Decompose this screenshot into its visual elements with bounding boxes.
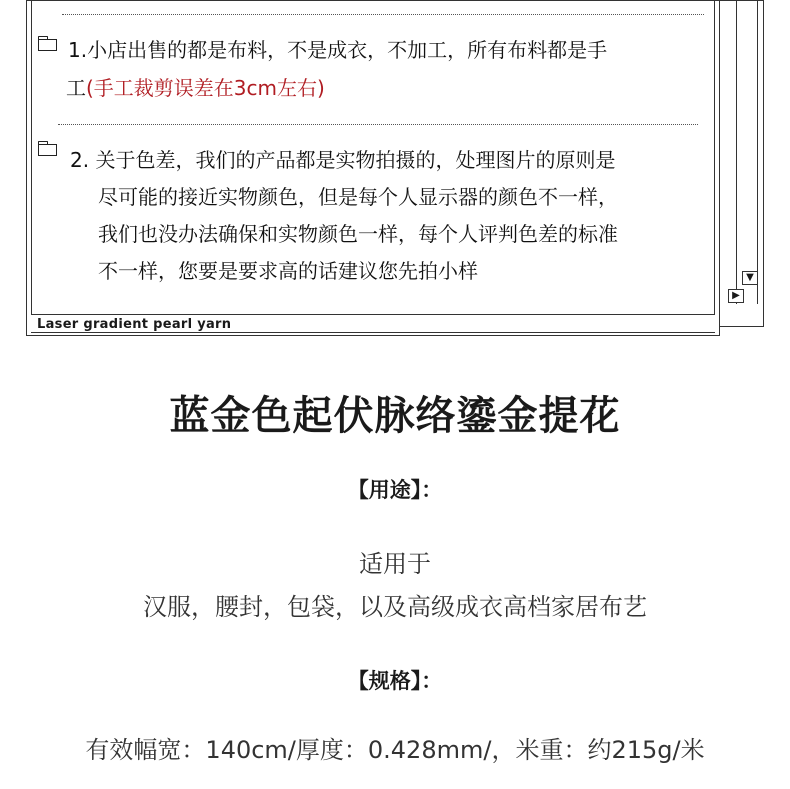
usage-line-1: 适用于 [359, 550, 431, 578]
status-bar: Laser gradient pearl yarn [31, 316, 715, 333]
usage-line-2: 汉服，腰封，包袋，以及高级成衣高档家居布艺 [143, 593, 647, 621]
note-item-2-line-2: 尽可能的接近实物颜色，但是每个人显示器的颜色不一样， [98, 185, 618, 209]
spec-line: 有效幅宽：140cm/厚度：0.428mm/，米重：约215g/米 [85, 736, 705, 764]
note-item-2-line-3: 我们也没办法确保和实物颜色一样，每个人评判色差的标准 [98, 222, 618, 246]
usage-heading: 【用途】： [347, 478, 443, 502]
folder-icon [38, 141, 56, 154]
note-item-1-line-2 [66, 71, 325, 106]
note-item-2-line-1: 2. 关于色差，我们的产品都是实物拍摄的，处理图片的原则是 [70, 148, 616, 172]
product-title: 蓝金色起伏脉络鎏金提花 [169, 393, 621, 439]
note-item-2-line-4: 不一样，您要是要求高的话建议您先拍小样 [98, 259, 478, 283]
note-item-1-prefix: 工 [66, 76, 86, 100]
dotted-divider [62, 14, 704, 15]
note-item-1-line-1: 1.小店出售的都是布料，不是成衣，不加工，所有布料都是手 [68, 38, 608, 62]
folder-icon [38, 36, 56, 49]
arrow-right-icon[interactable]: ▶ [728, 289, 744, 303]
dotted-divider [58, 124, 698, 125]
note-item-1-red-text: (手工裁剪误差在3cm左右) [86, 76, 325, 100]
spec-heading: 【规格】： [347, 669, 443, 693]
arrow-down-icon[interactable]: ▼ [742, 271, 758, 285]
scrollbar-track[interactable] [736, 0, 758, 304]
